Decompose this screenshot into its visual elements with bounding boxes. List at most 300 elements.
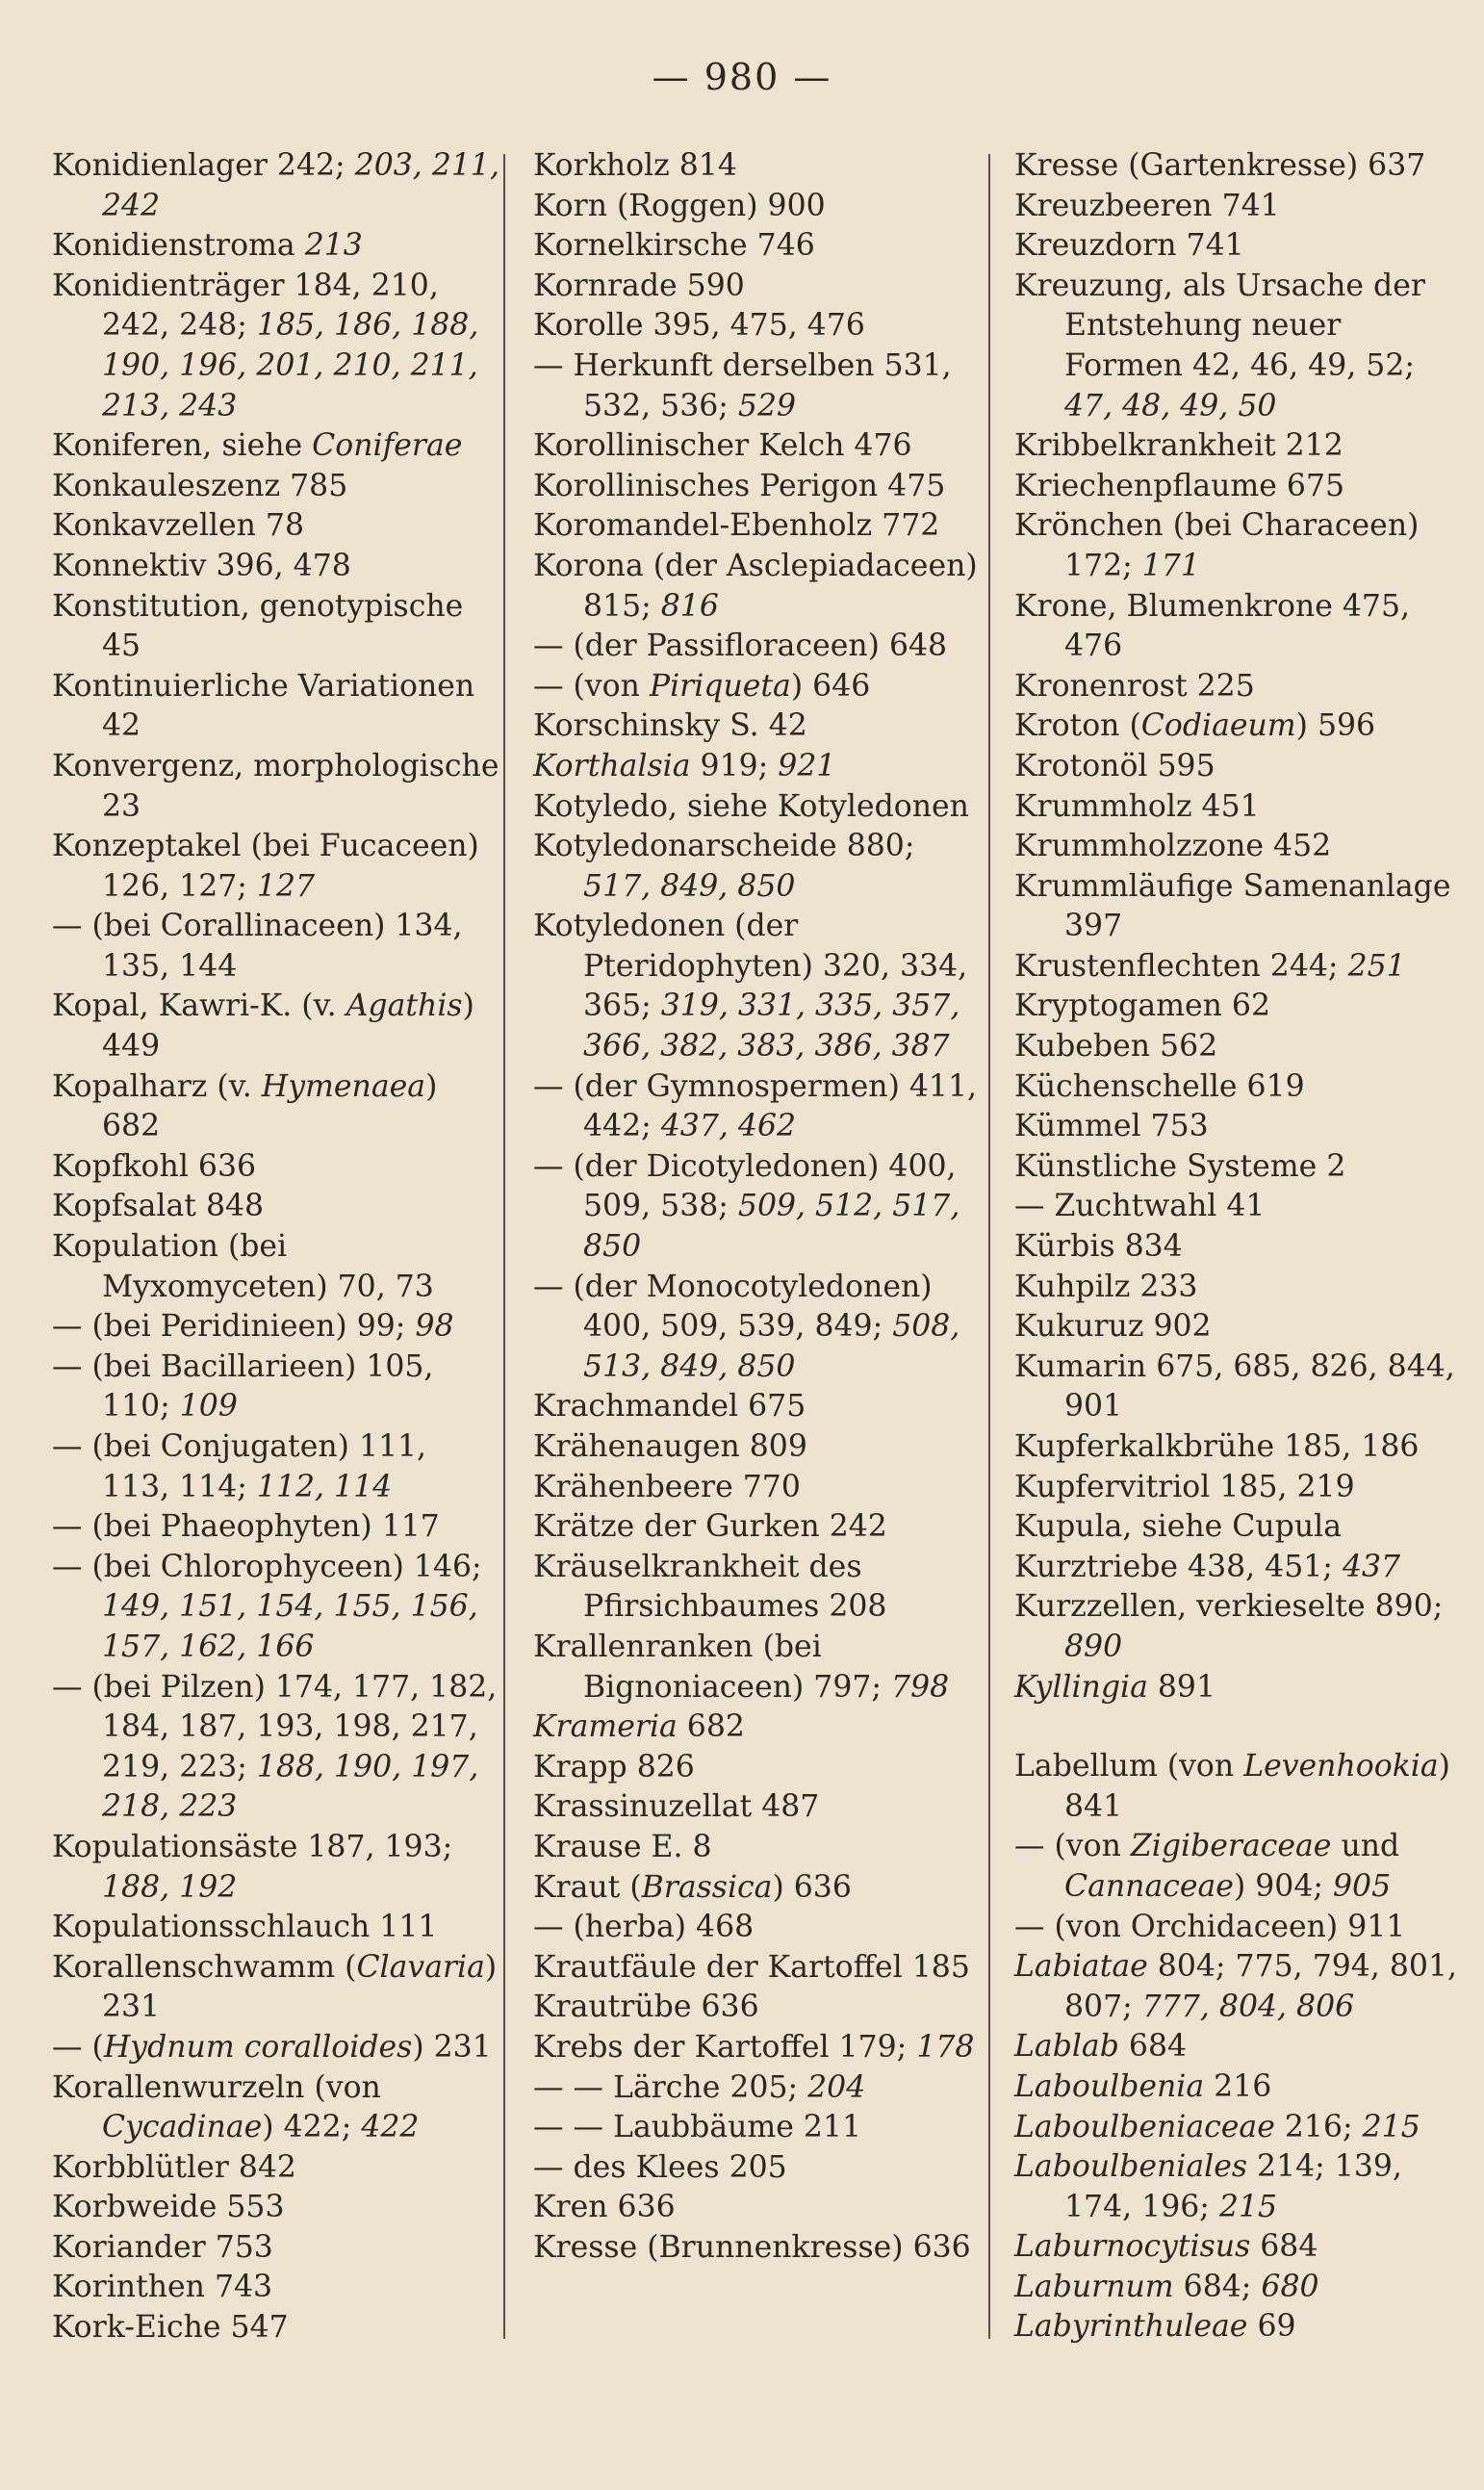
index-entry xyxy=(1014,587,1463,667)
index-entry xyxy=(533,706,982,747)
italic-text: 251 xyxy=(1347,948,1406,984)
column-divider xyxy=(988,154,990,2339)
entry-text: Kurztriebe 438, 451; xyxy=(1014,1549,1343,1584)
italic-text: 798 xyxy=(891,1669,950,1705)
index-entry xyxy=(1014,2027,1463,2067)
italic-text: Laburnocytisus xyxy=(1014,2229,1251,2265)
entry-text: Koromandel-Ebenholz 772 xyxy=(533,508,940,544)
entry-text: Krummläufige Samenanlage 397 xyxy=(1014,868,1451,944)
entry-text: Konidienträger 184, 210, 242, 248; xyxy=(52,268,439,344)
index-entry xyxy=(1014,787,1463,828)
entry-text: Labellum (von xyxy=(1014,1749,1244,1784)
index-entry xyxy=(52,2188,500,2228)
entry-text: Krone, Blumenkrone 475, 476 xyxy=(1014,588,1411,664)
entry-text: Kroton ( xyxy=(1014,708,1141,744)
italic-text: Cycadinae xyxy=(102,2110,263,2145)
entry-text: — (von Orchidaceen) 911 xyxy=(1014,1909,1406,1944)
index-entry xyxy=(52,667,500,747)
italic-text: 437 xyxy=(1342,1549,1401,1584)
index-entry xyxy=(1014,426,1463,467)
index-entry xyxy=(52,1067,500,1147)
index-entry xyxy=(533,1868,982,1909)
entry-text: — (der Gymnospermen) 411, 442; xyxy=(533,1068,978,1144)
entry-text: Koriander 753 xyxy=(52,2229,273,2265)
entry-text: — (bei Phaeophyten) 117 xyxy=(52,1509,440,1545)
italic-text: Korthalsia xyxy=(533,748,691,783)
index-entry xyxy=(533,146,982,187)
index-entry xyxy=(52,547,500,587)
index-entry xyxy=(1014,1507,1463,1548)
italic-text: Piriqueta xyxy=(649,668,791,704)
entry-text: ) 646 xyxy=(790,668,871,704)
entry-text: Konidienstroma xyxy=(52,228,305,264)
entry-text: ) 231 xyxy=(412,2029,492,2065)
entry-text: — Zuchtwahl 41 xyxy=(1014,1189,1266,1224)
entry-text: Kresse (Gartenkresse) 637 xyxy=(1014,148,1426,183)
page-number: — 980 — xyxy=(652,56,832,98)
italic-text: Hydnum coralloides xyxy=(103,2029,413,2065)
entry-text: Korbblütler 842 xyxy=(52,2149,296,2185)
index-entry xyxy=(1014,1147,1463,1188)
entry-text: Kork-Eiche 547 xyxy=(52,2310,289,2346)
italic-text: 816 xyxy=(660,588,719,624)
entry-text: — (herba) 468 xyxy=(533,1910,755,1945)
index-entry xyxy=(52,1828,500,1908)
italic-text: 203, 211, 242 xyxy=(102,148,499,223)
index-entry xyxy=(533,347,982,426)
italic-text: 508, 513, 849, 850 xyxy=(583,1309,960,1384)
entry-text: Kornrade 590 xyxy=(533,268,745,303)
index-entry xyxy=(1014,1908,1463,1948)
index-entry xyxy=(52,467,500,507)
index-entry xyxy=(1014,1348,1463,1427)
entry-text: Krautrübe 636 xyxy=(533,1989,759,2025)
index-entry xyxy=(533,226,982,267)
italic-text: Krameria xyxy=(533,1709,678,1745)
italic-text: 109 xyxy=(179,1389,238,1425)
entry-text: 684 xyxy=(1118,2029,1188,2065)
entry-text: Küchenschelle 619 xyxy=(1014,1068,1305,1104)
entry-text: Künstliche Systeme 2 xyxy=(1014,1148,1346,1184)
index-entry xyxy=(1014,1468,1463,1508)
entry-text: Krause E. 8 xyxy=(533,1829,712,1864)
index-entry xyxy=(533,306,982,347)
index-entry xyxy=(52,226,500,267)
entry-text: — (der Passifloraceen) 648 xyxy=(533,629,948,664)
entry-text: Kümmel 753 xyxy=(1014,1109,1209,1144)
index-entry xyxy=(533,187,982,227)
index-entry xyxy=(1014,1747,1463,1827)
column-divider xyxy=(503,154,505,2339)
entry-text: Kumarin 675, 685, 826, 844, 901 xyxy=(1014,1348,1455,1425)
entry-text: Kürbis 834 xyxy=(1014,1229,1183,1265)
entry-text: Kurzzellen, verkieselte 890; xyxy=(1014,1589,1444,1625)
italic-text: 178 xyxy=(916,2029,975,2065)
index-entry xyxy=(52,1507,500,1548)
entry-text: Krautfäule der Kartoffel 185 xyxy=(533,1949,970,1985)
index-entry xyxy=(533,827,982,907)
index-entry xyxy=(533,1748,982,1788)
entry-text: ) 636 xyxy=(772,1869,852,1905)
index-entry xyxy=(533,2068,982,2109)
index-entry xyxy=(52,1548,500,1668)
index-entry xyxy=(533,1387,982,1427)
italic-text: 437, 462 xyxy=(660,1109,797,1144)
index-entry xyxy=(52,1227,500,1307)
index-entry xyxy=(533,467,982,507)
index-entry xyxy=(533,426,982,467)
index-entry xyxy=(52,2148,500,2189)
entry-text: Krummholz 451 xyxy=(1014,788,1260,824)
entry-text: Korolle 395, 475, 476 xyxy=(533,308,865,344)
index-entry xyxy=(533,2108,982,2148)
entry-text: Krapp 826 xyxy=(533,1749,695,1784)
index-entry xyxy=(1014,1427,1463,1468)
entry-text: — (bei Pilzen) 174, 177, 182, 184, 187, 193, 198, 217, 219, 223; xyxy=(52,1669,498,1784)
entry-text: ) 422; xyxy=(262,2110,362,2145)
entry-text: Korollinischer Kelch 476 xyxy=(533,428,912,464)
index-entry xyxy=(1014,1587,1463,1667)
entry-text: — ( xyxy=(52,2029,104,2065)
index-entry xyxy=(533,1948,982,1989)
italic-text: Brassica xyxy=(641,1869,773,1905)
entry-text: Korbweide 553 xyxy=(52,2190,285,2225)
index-entry xyxy=(52,987,500,1066)
entry-text: — (bei Corallinaceen) 134, 135, 144 xyxy=(52,909,463,984)
entry-text: Kryptogamen 62 xyxy=(1014,988,1271,1024)
italic-text: 149, 151, 154, 155, 156, 157, 162, 166 xyxy=(102,1589,478,1664)
entry-text: ) 596 xyxy=(1295,708,1376,744)
italic-text: 112, 114 xyxy=(256,1469,393,1504)
italic-text: 47, 48, 49, 50 xyxy=(1064,388,1277,424)
index-entry xyxy=(533,1147,982,1268)
italic-text: Clavaria xyxy=(356,1949,485,1985)
entry-text: — des Klees 205 xyxy=(533,2149,787,2185)
italic-text: Labyrinthuleae xyxy=(1014,2309,1248,2345)
entry-text: 919; xyxy=(690,748,779,783)
entry-text: Koniferen, siehe xyxy=(52,428,313,464)
entry-text: Kuhpilz 233 xyxy=(1014,1269,1198,1304)
index-entry xyxy=(1014,226,1463,267)
index-entry xyxy=(533,747,982,787)
entry-text: 804; 775, 794, 801, 807; xyxy=(1064,1949,1457,2024)
entry-text: Krachmandel 675 xyxy=(533,1389,806,1425)
index-entry xyxy=(1014,146,1463,187)
italic-text: 319, 331, 335, 357, 366, 382, 383, 386, 387 xyxy=(583,988,960,1065)
entry-text: Kopulationsschlauch 111 xyxy=(52,1910,438,1945)
entry-text: Kopalharz (v. xyxy=(52,1068,262,1104)
entry-text: Korona (der Asclepiadaceen) 815; xyxy=(533,548,978,624)
entry-text: 684; xyxy=(1173,2269,1262,2304)
entry-text: — (der Monocotyledonen) 400, 509, 539, 849; xyxy=(533,1269,933,1345)
index-entry xyxy=(52,587,500,667)
entry-text: Krustenflechten 244; xyxy=(1014,948,1348,984)
index-entry xyxy=(52,1147,500,1188)
index-entry xyxy=(533,1988,982,2028)
index-entry xyxy=(533,627,982,667)
entry-text: Krätze der Gurken 242 xyxy=(533,1509,887,1545)
italic-text: 215 xyxy=(1362,2109,1420,2144)
index-entry xyxy=(533,1707,982,1748)
entry-text: Krönchen (bei Characeen) 172; xyxy=(1014,508,1420,583)
index-entry xyxy=(1014,747,1463,787)
index-entry xyxy=(533,667,982,707)
index-entry xyxy=(52,2228,500,2269)
italic-text: 529 xyxy=(737,388,797,424)
index-entry xyxy=(1014,2147,1463,2227)
index-entry xyxy=(52,2268,500,2308)
italic-text: 188, 192 xyxy=(102,1869,238,1905)
index-entry xyxy=(1014,947,1463,988)
entry-text: Kriechenpflaume 675 xyxy=(1014,468,1345,503)
index-entry xyxy=(1014,467,1463,507)
entry-text: Kren 636 xyxy=(533,2190,676,2225)
index-entry xyxy=(1014,987,1463,1027)
index-entry xyxy=(533,1828,982,1868)
entry-text: — (von xyxy=(533,668,650,704)
italic-text: Kyllingia xyxy=(1014,1669,1148,1705)
entry-text: — Herkunft derselben 531, 532, 536; xyxy=(533,347,952,424)
entry-text: 216; xyxy=(1274,2109,1363,2144)
entry-text: — (bei Peridinieen) 99; xyxy=(52,1309,416,1345)
index-entry xyxy=(52,1948,500,2028)
index-entry xyxy=(533,547,982,627)
entry-text: Konzeptakel (bei Fucaceen) 126, 127; xyxy=(52,829,479,904)
index-entry xyxy=(1014,1668,1463,1708)
index-entry xyxy=(1014,827,1463,867)
entry-text: Konidienlager 242; xyxy=(52,148,355,183)
entry-text: ) 904; xyxy=(1233,1868,1334,1904)
entry-text: Korallenschwamm ( xyxy=(52,1949,357,1985)
italic-text: 215 xyxy=(1218,2189,1278,2224)
index-entry xyxy=(52,2308,500,2349)
index-entry xyxy=(1014,1067,1463,1108)
index-entry xyxy=(1014,2067,1463,2108)
italic-text: Cannaceae xyxy=(1064,1868,1234,1904)
entry-text: Korollinisches Perigon 475 xyxy=(533,468,946,503)
index-entry xyxy=(1014,267,1463,426)
entry-text: Kronenrost 225 xyxy=(1014,668,1255,704)
index-entry xyxy=(533,1908,982,1948)
italic-text: 185, 186, 188, 190, 196, 201, 210, 211, 213, 243 xyxy=(102,308,479,424)
index-entry xyxy=(52,907,500,987)
entry-text: Kresse (Brunnenkresse) 636 xyxy=(533,2229,971,2265)
entry-text: — — Lärche 205; xyxy=(533,2069,808,2105)
italic-text: Agathis xyxy=(345,988,463,1024)
italic-text: Laburnum xyxy=(1014,2269,1174,2304)
index-entry xyxy=(1014,1947,1463,2027)
index-entry xyxy=(1014,1268,1463,1308)
index-entry xyxy=(533,1468,982,1508)
entry-text: 214; 139, 174, 196; xyxy=(1064,2149,1402,2224)
index-column-1 xyxy=(52,146,500,2349)
index-entry xyxy=(1014,867,1463,947)
entry-text: Kontinuierliche Variationen 42 xyxy=(52,668,475,744)
italic-text: Coniferae xyxy=(312,428,463,464)
entry-text: Korschinsky S. 42 xyxy=(533,708,807,744)
index-entry xyxy=(533,2148,982,2189)
entry-text: Krebs der Kartoffel 179; xyxy=(533,2029,917,2065)
index-entry xyxy=(52,426,500,467)
italic-text: 204 xyxy=(807,2069,866,2105)
entry-text: Kopfsalat 848 xyxy=(52,1189,265,1224)
italic-text: 517, 849, 850 xyxy=(583,868,796,904)
index-entry xyxy=(52,1908,500,1948)
italic-text: 921 xyxy=(778,748,836,783)
index-entry xyxy=(1014,187,1463,227)
entry-text: 891 xyxy=(1147,1669,1215,1705)
index-entry xyxy=(1014,506,1463,586)
index-entry xyxy=(52,1348,500,1427)
entry-text: ) 841 xyxy=(1064,1749,1450,1824)
index-entry xyxy=(52,267,500,426)
entry-text: Kubeben 562 xyxy=(1014,1029,1218,1065)
index-entry xyxy=(533,1427,982,1468)
index-entry xyxy=(533,907,982,1066)
italic-text: Hymenaea xyxy=(261,1068,426,1104)
index-entry xyxy=(533,506,982,547)
index-entry xyxy=(1014,1548,1463,1588)
index-entry xyxy=(533,2228,982,2269)
entry-text: — (der Dicotyledonen) 400, 509, 538; xyxy=(533,1148,957,1224)
index-entry xyxy=(1014,1187,1463,1227)
index-entry xyxy=(1014,2227,1463,2268)
italic-text: 98 xyxy=(415,1309,454,1345)
italic-text: 213 xyxy=(304,228,363,264)
index-entry xyxy=(1014,706,1463,747)
entry-text: Konvergenz, morphologische 23 xyxy=(52,748,499,824)
entry-text: — (von xyxy=(1014,1829,1131,1864)
index-entry xyxy=(52,2028,500,2068)
italic-text: 680 xyxy=(1261,2269,1319,2304)
index-entry xyxy=(533,787,982,828)
entry-text: Kopulation (bei Myxomyceten) 70, 73 xyxy=(52,1229,434,1304)
italic-text: 422 xyxy=(361,2110,420,2145)
italic-text: 171 xyxy=(1141,548,1200,583)
index-entry xyxy=(52,506,500,547)
entry-text: Kopal, Kawri-K. (v. xyxy=(52,988,346,1024)
entry-text: Korinthen 743 xyxy=(52,2270,273,2305)
italic-text: Laboulbeniaceae xyxy=(1014,2109,1275,2144)
index-entry xyxy=(52,1187,500,1227)
entry-text: Korkholz 814 xyxy=(533,148,737,183)
index-entry xyxy=(1014,667,1463,707)
entry-text: Korn (Roggen) 900 xyxy=(533,188,826,223)
entry-text: 684 xyxy=(1250,2229,1318,2265)
entry-text: Kornelkirsche 746 xyxy=(533,228,815,264)
italic-text: 127 xyxy=(256,868,316,904)
index-entry xyxy=(52,2068,500,2148)
italic-text: Levenhookia xyxy=(1243,1749,1439,1784)
entry-text: Kribbelkrankheit 212 xyxy=(1014,428,1343,464)
entry-text: Kraut ( xyxy=(533,1869,642,1905)
entry-text: Kupula, siehe Cupula xyxy=(1014,1509,1342,1545)
entry-text: Kupferkalkbrühe 185, 186 xyxy=(1014,1429,1420,1464)
entry-text: Kupfervitriol 185, 219 xyxy=(1014,1469,1355,1504)
index-entry xyxy=(533,1548,982,1628)
entry-text: Kreuzbeeren 741 xyxy=(1014,188,1280,223)
index-entry xyxy=(1014,2108,1463,2148)
index-entry xyxy=(1014,2307,1463,2348)
italic-text: Lablab xyxy=(1014,2029,1119,2065)
italic-text: Zigiberaceae xyxy=(1130,1829,1332,1864)
index-entry xyxy=(52,1307,500,1348)
entry-text: Krummholzzone 452 xyxy=(1014,829,1332,864)
italic-text: 509, 512, 517, 850 xyxy=(583,1189,960,1265)
entry-text: Krähenaugen 809 xyxy=(533,1429,807,1464)
index-entry xyxy=(533,1067,982,1147)
entry-text: 682 xyxy=(677,1709,745,1745)
index-entry xyxy=(533,1268,982,1388)
entry-text: — (bei Chlorophyceen) 146; xyxy=(52,1549,482,1584)
italic-text: 890 xyxy=(1064,1629,1123,1664)
entry-text: ) 682 xyxy=(102,1068,438,1144)
index-entry xyxy=(1014,1027,1463,1067)
index-entry xyxy=(52,1427,500,1507)
entry-text: Konnektiv 396, 478 xyxy=(52,548,351,583)
entry-text: Konkavzellen 78 xyxy=(52,508,305,544)
entry-text: und xyxy=(1331,1829,1400,1864)
italic-text: Labiatae xyxy=(1014,1949,1148,1985)
entry-text: Kopfkohl 636 xyxy=(52,1148,257,1184)
entry-text: ) 231 xyxy=(102,1949,498,2025)
index-entry xyxy=(533,1787,982,1828)
italic-text: 777, 804, 806 xyxy=(1141,1989,1355,2024)
italic-text: 905 xyxy=(1333,1868,1392,1904)
italic-text: Codiaeum xyxy=(1140,708,1296,744)
index-entry xyxy=(533,1507,982,1548)
entry-text: — (bei Bacillarieen) 105, 110; xyxy=(52,1348,434,1425)
index-entry xyxy=(533,267,982,307)
entry-text: Kotyledonen (der Pteridophyten) 320, 334, 365; xyxy=(533,909,968,1024)
entry-text: 216 xyxy=(1204,2068,1272,2104)
index-entry xyxy=(533,2028,982,2068)
entry-text: Kotyledonarscheide 880; xyxy=(533,829,915,864)
entry-text: Krassinuzellat 487 xyxy=(533,1789,820,1825)
entry-text: Konstitution, genotypische 45 xyxy=(52,588,464,664)
italic-text: Laboulbeniales xyxy=(1014,2149,1248,2185)
entry-text: ) 449 xyxy=(102,988,474,1065)
index-entry xyxy=(52,827,500,907)
entry-text: Kreuzung, als Ursache der Entstehung neuer Formen 42, 46, 49, 52; xyxy=(1014,268,1425,383)
entry-text: Kotyledo, siehe Kotyledonen xyxy=(533,788,969,824)
index-entry xyxy=(52,146,500,226)
entry-text: Kukuruz 902 xyxy=(1014,1309,1212,1345)
italic-text: 188, 190, 197, 218, 223 xyxy=(102,1749,479,1825)
index-entry xyxy=(533,1628,982,1707)
index-entry xyxy=(1014,2268,1463,2308)
entry-text: Krähenbeere 770 xyxy=(533,1469,801,1504)
entry-text: 69 xyxy=(1247,2309,1296,2345)
index-column-3 xyxy=(1014,146,1463,2348)
index-entry xyxy=(1014,1107,1463,1147)
entry-text: — (bei Conjugaten) 111, 113, 114; xyxy=(52,1429,427,1504)
index-entry xyxy=(52,747,500,827)
index-entry xyxy=(1014,1307,1463,1348)
index-entry xyxy=(533,2188,982,2228)
entry-text: Krallenranken (bei Bignoniaceen) 797; xyxy=(533,1629,892,1705)
index-entry xyxy=(52,1668,500,1828)
entry-text: Krotonöl 595 xyxy=(1014,748,1215,783)
entry-text: Kreuzdorn 741 xyxy=(1014,228,1244,264)
entry-text: — — Laubbäume 211 xyxy=(533,2110,862,2145)
index-column-2 xyxy=(533,146,982,2268)
entry-text: Korallenwurzeln (von xyxy=(52,2069,381,2105)
entry-text: Kopulationsäste 187, 193; xyxy=(52,1829,453,1864)
entry-text: Konkauleszenz 785 xyxy=(52,468,348,503)
index-entry xyxy=(1014,1827,1463,1907)
index-entry xyxy=(1014,1227,1463,1268)
